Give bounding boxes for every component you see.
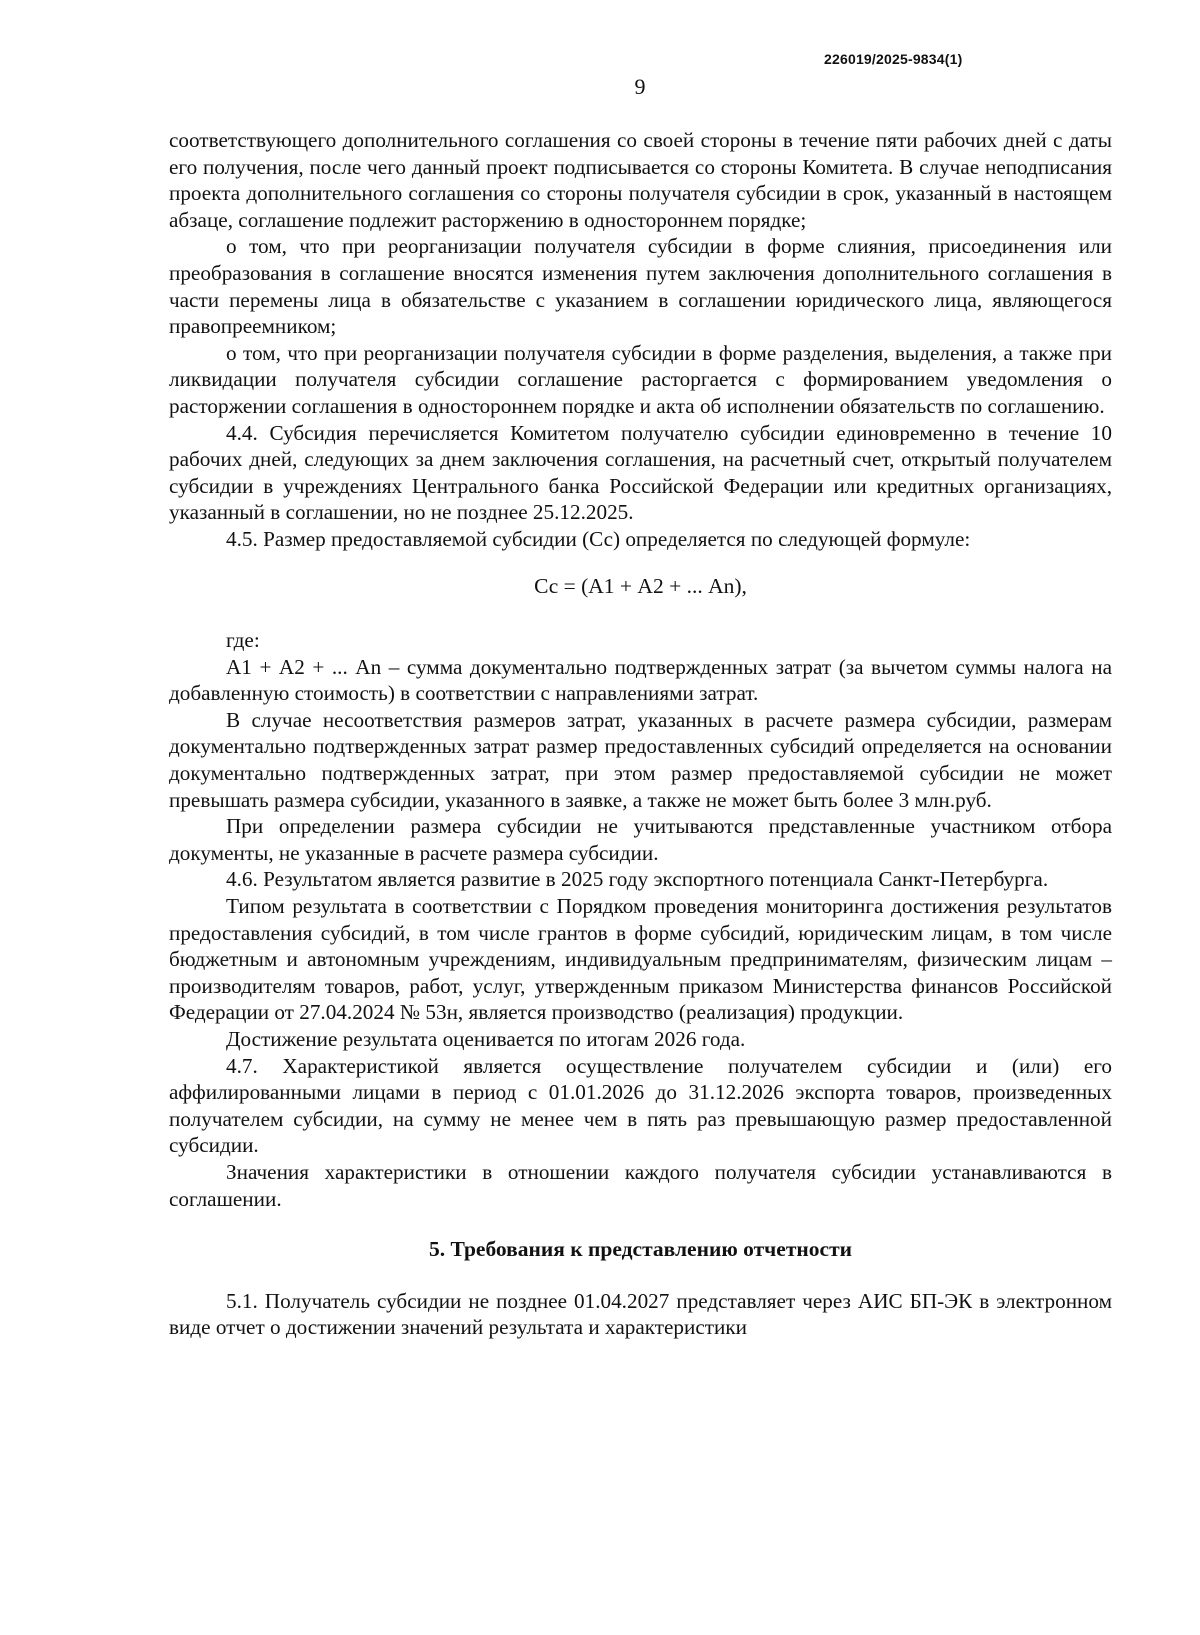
document-number: 226019/2025-9834(1) <box>824 51 963 67</box>
paragraph: соответствующего дополнительного соглашения со своей стороны в течение пяти рабочих дней с даты его получения, после чего данный проект подписывается со стороны Комитета. В случае неподписания проекта дополнительного соглашения со стороны получателя субсидии в срок, указанный в настоящем абзаце, соглашение подлежит расторжению в одностороннем порядке; <box>169 128 1112 232</box>
formula: Сс = (А1 + А2 + ... Аn), <box>534 573 747 598</box>
paragraph-4-4: 4.4. Субсидия перечисляется Комитетом получателю субсидии единовременно в течение 10 рабочих дней, следующих за днем заключения соглашения, на расчетный счет, открытый получателем субсидии в учреждениях Центрального банка Российской Федерации или кредитных организациях, указанный в соглашении, но не позднее 25.12.2025. <box>169 420 1112 525</box>
paragraph: о том, что при реорганизации получателя субсидии в форме разделения, выделения, а также при ликвидации получателя субсидии соглашение расторгается с формированием уведомления о расторжении соглашения в одностороннем порядке и акта об исполнении обязательств по соглашению. <box>169 340 1112 418</box>
where-label: где: <box>226 628 260 653</box>
page-number: 9 <box>634 74 646 99</box>
paragraph-4-7: 4.7. Характеристикой является осуществление получателем субсидии и (или) его аффилированными лицами в период с 01.01.2026 до 31.12.2026 экспорта товаров, произведенных получателем субсидии, на сумму не менее чем в пять раз превышающую размер предоставленной субсидии. <box>169 1053 1112 1158</box>
paragraph: о том, что при реорганизации получателя субсидии в форме слияния, присоединения или преобразования в соглашение вносятся изменения путем заключения дополнительного соглашения в части перемены лица в обязательстве с указанием в соглашении юридического лица, являющегося правопреемником; <box>169 234 1112 339</box>
paragraph: Типом результата в соответствии с Порядком проведения мониторинга достижения результатов предоставления субсидий, в том числе грантов в форме субсидий, юридическим лицам, в том числе бюджетным и автономным учреждениям, индивидуальным предпринимателям, физическим лицам – производителям товаров, работ, услуг, утвержденным приказом Министерства финансов Российской Федерации от 27.04.2024 № 53н, является производство (реализация) продукции. <box>169 894 1112 1025</box>
paragraph: При определении размера субсидии не учитываются представленные участником отбора документы, не указанные в расчете размера субсидии. <box>169 814 1112 865</box>
paragraph: Достижение результата оценивается по итогам 2026 года. <box>226 1027 746 1051</box>
paragraph: А1 + А2 + ... Аn – сумма документально подтвержденных затрат (за вычетом суммы налога на добавленную стоимость) в соответствии с направлениями затрат. <box>169 654 1112 706</box>
document-body <box>169 127 1112 1341</box>
paragraph-4-6: 4.6. Результатом является развитие в 2025 году экспортного потенциала Санкт-Петербурга. <box>226 867 1049 892</box>
paragraph: В случае несоответствия размеров затрат, указанных в расчете размера субсидии, размерам документально подтвержденных затрат размер предоставленных субсидий определяется на основании документально подтвержденных затрат, при этом размер предоставляемой субсидии не может превышать размера субсидии, указанного в заявке, а также не может быть более 3 млн.руб. <box>169 707 1112 812</box>
paragraph-5-1: 5.1. Получатель субсидии не позднее 01.04.2027 представляет через АИС БП-ЭК в электронном виде отчет о достижении значений результата и характеристики <box>169 1288 1112 1340</box>
section-heading: 5. Требования к представлению отчетности <box>428 1237 853 1262</box>
paragraph: Значения характеристики в отношении каждого получателя субсидии устанавливаются в соглашении. <box>169 1159 1112 1211</box>
paragraph-4-5: 4.5. Размер предоставляемой субсидии (Сс) определяется по следующей формуле: <box>226 526 971 551</box>
